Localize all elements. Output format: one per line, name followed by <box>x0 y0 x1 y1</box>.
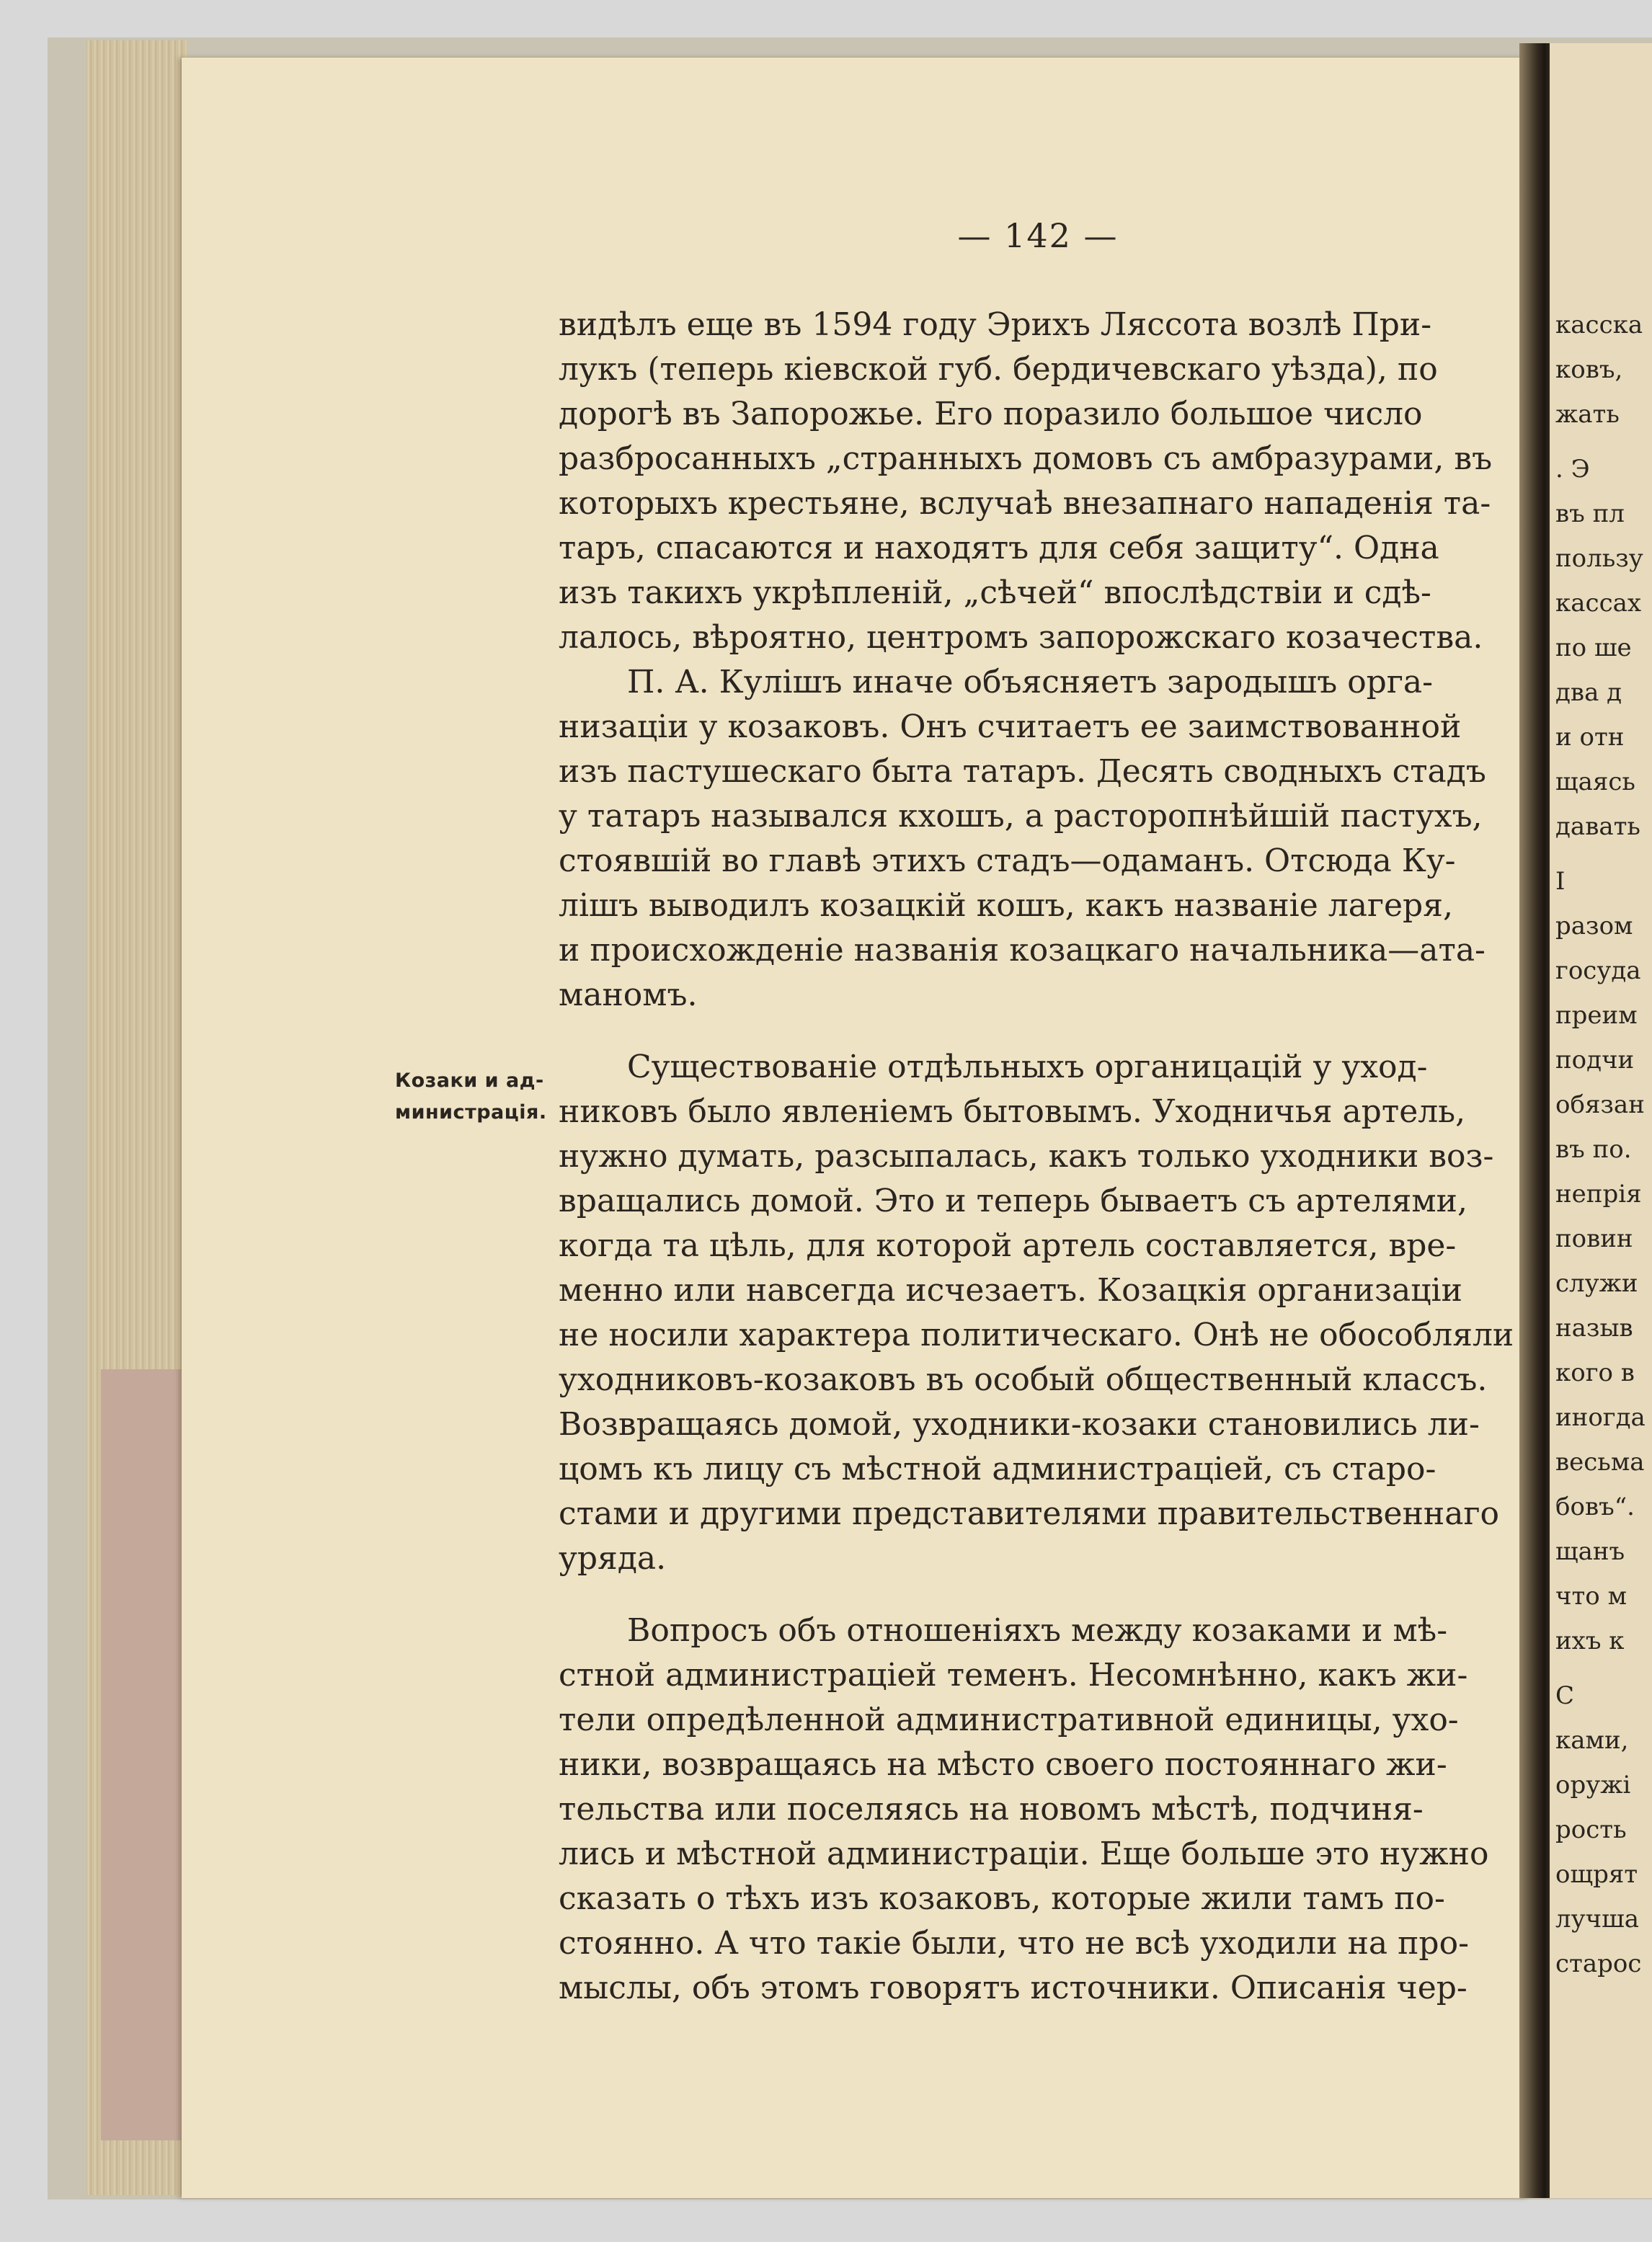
right-page-line: по ше <box>1555 633 1632 662</box>
text-line: Существованіе отдѣльныхъ органицацій у уход- <box>627 1049 1428 1085</box>
text-line: лішъ выводилъ козацкій кошъ, какъ названіе лагеря, <box>559 887 1453 924</box>
margin-note <box>395 1065 568 1129</box>
text-line: вращались домой. Это и теперь бываетъ съ артелями, <box>559 1183 1467 1219</box>
right-page-line: госуда <box>1555 956 1641 985</box>
right-page-line: давать <box>1555 812 1640 841</box>
right-page-line: преим <box>1555 1001 1638 1030</box>
page-number: — 142 — <box>957 216 1119 255</box>
text-line: тельства или поселяясь на новомъ мѣстѣ, подчиня- <box>559 1791 1424 1828</box>
text-line: стной администраціей теменъ. Несомнѣнно, какъ жи- <box>559 1657 1468 1694</box>
text-line: цомъ къ лицу съ мѣстной администраціей, съ старо- <box>559 1451 1436 1487</box>
page-edge-stain <box>101 1369 182 2140</box>
right-page-line: лучша <box>1555 1905 1639 1934</box>
right-page-line: І <box>1555 867 1566 896</box>
text-line: никовъ было явленіемъ бытовымъ. Уходничья артель, <box>559 1093 1466 1130</box>
text-line: Вопросъ объ отношеніяхъ между козаками и мѣ- <box>627 1612 1448 1649</box>
right-page-line: два д <box>1555 678 1622 707</box>
right-page-line: старос <box>1555 1949 1642 1978</box>
margin-note-line: Козаки и ад- <box>395 1069 544 1092</box>
right-page-line: жать <box>1555 400 1620 429</box>
text-line: и происхожденіе названія козацкаго начальника—ата- <box>559 932 1486 969</box>
right-page-line: С <box>1555 1681 1575 1710</box>
right-page-line: въ по. <box>1555 1135 1632 1164</box>
text-line: дорогѣ въ Запорожье. Его поразило большое число <box>559 396 1423 432</box>
right-page-line: что м <box>1555 1582 1627 1611</box>
right-page-line: ощрят <box>1555 1860 1638 1889</box>
text-line: не носили характера политическаго. Онѣ не обособляли <box>559 1317 1514 1353</box>
text-line: ники, возвращаясь на мѣсто своего постояннаго жи- <box>559 1746 1447 1783</box>
text-line: уряда. <box>559 1540 667 1577</box>
right-page-line: кого в <box>1555 1358 1635 1387</box>
margin-note-line: министрація. <box>395 1101 547 1124</box>
right-page-line: и отн <box>1555 723 1625 752</box>
right-page-line: разом <box>1555 912 1633 940</box>
right-page-line: рость <box>1555 1815 1627 1844</box>
text-line: лукъ (теперь кіевской губ. бердичевскаго уѣзда), по <box>559 351 1438 388</box>
right-page-line: касска <box>1555 311 1643 339</box>
text-line: маномъ. <box>559 977 698 1013</box>
text-line: разбросанныхъ „странныхъ домовъ съ амбразурами, въ <box>559 440 1493 477</box>
text-line: уходниковъ-козаковъ въ особый общественный классъ. <box>559 1361 1488 1398</box>
right-page-line: повин <box>1555 1224 1633 1253</box>
text-line: Возвращаясь домой, уходники-козаки становились ли- <box>559 1406 1480 1443</box>
right-page-line: оружі <box>1555 1771 1631 1800</box>
text-line: видѣлъ еще въ 1594 году Эрихъ Ляссота возлѣ При- <box>559 306 1432 343</box>
text-line: стоявшій во главѣ этихъ стадъ—одаманъ. Отсюда Ку- <box>559 842 1456 879</box>
right-page-line: ковъ, <box>1555 355 1623 384</box>
right-page-fragment <box>1550 43 1652 2198</box>
right-page-line: . Э <box>1555 455 1590 484</box>
text-line: лись и мѣстной администраціи. Еще больше это нужно <box>559 1836 1489 1872</box>
right-page-line: весьма <box>1555 1448 1645 1477</box>
right-page-line: непрія <box>1555 1180 1642 1209</box>
right-page-line: щанъ <box>1555 1537 1625 1566</box>
right-page-line: въ пл <box>1555 499 1625 528</box>
right-page-line: щаясь <box>1555 768 1635 796</box>
right-page-line: пользу <box>1555 544 1643 573</box>
right-page-line: иногда <box>1555 1403 1646 1432</box>
right-page-line: ками, <box>1555 1726 1629 1755</box>
right-page-line: подчи <box>1555 1046 1635 1075</box>
text-column <box>559 303 1528 2032</box>
text-line: менно или навсегда исчезаетъ. Козацкія организаціи <box>559 1272 1462 1309</box>
text-line: у татаръ назывался кхошъ, а расторопнѣйшій пастухъ, <box>559 798 1483 835</box>
text-line: нужно думать, разсыпалась, какъ только уходники воз- <box>559 1138 1494 1175</box>
right-page-line: кассах <box>1555 589 1642 618</box>
text-line: изъ пастушескаго быта татаръ. Десять сводныхъ стадъ <box>559 753 1486 790</box>
right-page-line: служи <box>1555 1269 1638 1298</box>
text-line: сказать о тѣхъ изъ козаковъ, которые жили тамъ по- <box>559 1880 1445 1917</box>
right-page-line: назыв <box>1555 1314 1633 1343</box>
text-line: мыслы, объ этомъ говорятъ источники. Описанія чер- <box>559 1970 1467 2006</box>
text-line: когда та цѣль, для которой артель составляется, вре- <box>559 1227 1457 1264</box>
text-line: лалось, вѣроятно, центромъ запорожскаго козачества. <box>559 619 1483 656</box>
right-page-line: обязан <box>1555 1090 1645 1119</box>
text-line: таръ, спасаются и находятъ для себя защиту“. Одна <box>559 530 1439 566</box>
text-line: которыхъ крестьяне, вслучаѣ внезапнаго нападенія та- <box>559 485 1491 522</box>
right-page-line: ихъ к <box>1555 1627 1625 1655</box>
text-line: низаціи у козаковъ. Онъ считаетъ ее заимствованной <box>559 708 1462 745</box>
text-line: П. А. Кулішъ иначе объясняетъ зародышъ орга- <box>627 664 1434 700</box>
text-line: изъ такихъ укрѣпленій, „сѣчей“ впослѣдствіи и сдѣ- <box>559 574 1431 611</box>
text-line: стоянно. А что такіе были, что не всѣ уходили на про- <box>559 1925 1469 1962</box>
text-line: тели опредѣленной административной единицы, ухо- <box>559 1701 1459 1738</box>
right-page-line: бовъ“. <box>1555 1493 1635 1521</box>
text-line: стами и другими представителями правительственнаго <box>559 1495 1500 1532</box>
